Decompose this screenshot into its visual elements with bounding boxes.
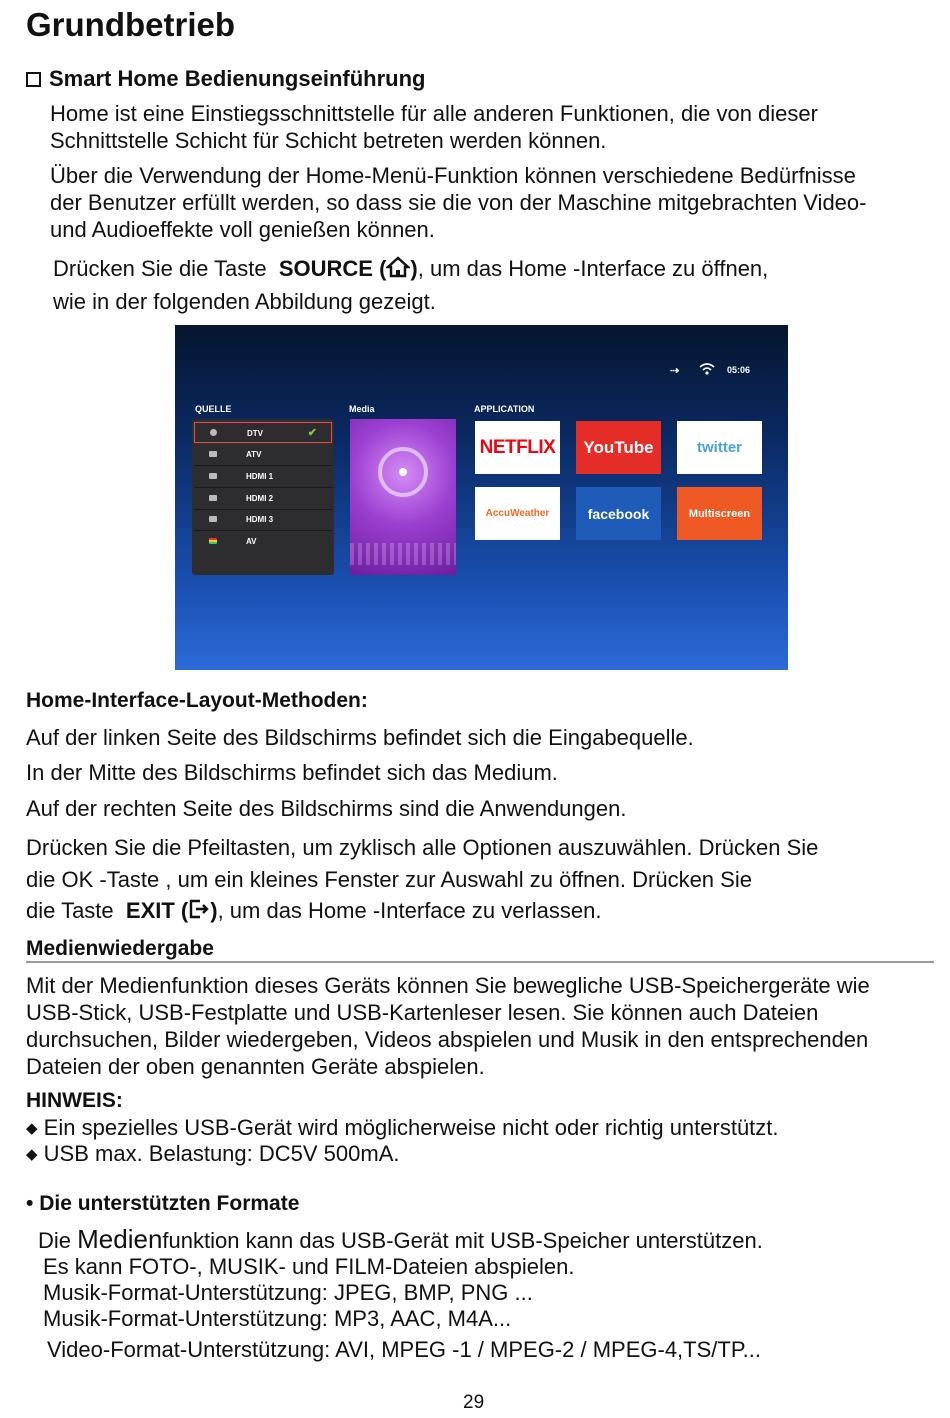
paragraph-line: die OK -Taste , um ein kleines Fenster zur Auswahl zu öffnen. Drücken Sie <box>26 867 752 892</box>
paragraph-line: Auf der rechten Seite des Bildschirms sind die Anwendungen. <box>26 796 627 821</box>
home-icon <box>386 256 410 284</box>
paragraph-line: Dateien der oben genannten Geräte abspielen. <box>26 1054 485 1079</box>
app-tile-youtube[interactable]: YouTube <box>576 421 661 474</box>
source-item-hdmi1[interactable]: HDMI 1 <box>194 466 332 488</box>
usb-icon: ⇢ <box>670 365 680 377</box>
antenna-icon <box>210 429 217 436</box>
paragraph-line: der Benutzer erfüllt werden, so dass sie die von der Maschine mitgebrachten Video- <box>50 190 867 215</box>
source-instruction: Drücken Sie die Taste SOURCE ( ), um das Home -Interface zu öffnen, <box>53 255 768 284</box>
paragraph-line: wie in der folgenden Abbildung gezeigt. <box>53 289 436 314</box>
paragraph-line: USB-Stick, USB-Festplatte und USB-Kartenleser lesen. Sie können auch Dateien <box>26 1000 819 1025</box>
check-icon: ✔ <box>307 427 317 439</box>
app-tile-facebook[interactable]: facebook <box>576 487 661 540</box>
exit-icon <box>188 898 210 926</box>
formats-heading: • Die unterstützten Formate <box>26 1192 300 1215</box>
layout-heading: Home-Interface-Layout-Methoden: <box>26 689 368 712</box>
paragraph-line: Die Medienfunktion kann das USB-Gerät mit USB-Speicher unterstützen. <box>38 1224 763 1254</box>
paragraph-line: Home ist eine Einstiegsschnittstelle für alle anderen Funktionen, die von dieser <box>50 101 818 126</box>
section-heading-smart-home: Smart Home Bedienungseinführung <box>26 66 425 92</box>
exit-instruction: die Taste EXIT ( ), um das Home -Interface zu verlassen. <box>26 897 602 926</box>
paragraph-line: Musik-Format-Unterstützung: JPEG, BMP, PNG ... <box>43 1280 533 1305</box>
paragraph-line: durchsuchen, Bilder wiedergeben, Videos abspielen und Musik in den entsprechenden <box>26 1027 869 1052</box>
hdmi-icon <box>209 516 217 522</box>
source-label: QUELLE <box>195 404 232 414</box>
source-item-dtv[interactable]: DTV ✔ <box>194 422 332 443</box>
source-item-atv[interactable]: ATV <box>194 444 332 466</box>
source-item-hdmi2[interactable]: HDMI 2 <box>194 488 332 510</box>
bullet-icon: • <box>26 1192 34 1215</box>
hdmi-icon <box>209 473 217 479</box>
paragraph-line: und Audioeffekte voll genießen können. <box>50 217 435 242</box>
paragraph-line: In der Mitte des Bildschirms befindet sich das Medium. <box>26 760 558 785</box>
note-item: ◆ Ein spezielles USB-Gerät wird möglicherweise nicht oder richtig unterstützt. <box>26 1115 779 1140</box>
source-item-hdmi3[interactable]: HDMI 3 <box>194 509 332 531</box>
media-label: Media <box>349 404 375 414</box>
diamond-bullet-icon: ◆ <box>26 1120 38 1137</box>
note-item: ◆ USB max. Belastung: DC5V 500mA. <box>26 1141 400 1166</box>
application-label: APPLICATION <box>474 404 535 414</box>
app-tile-accuweather[interactable]: AccuWeather <box>475 487 560 540</box>
atv-icon <box>209 451 217 457</box>
page-number: 29 <box>463 1392 485 1413</box>
source-item-av[interactable]: AV <box>194 531 332 552</box>
paragraph-line: Drücken Sie die Pfeiltasten, um zyklisch alle Optionen auszuwählen. Drücken Sie <box>26 835 819 860</box>
wifi-icon <box>698 362 716 381</box>
app-tile-twitter[interactable]: twitter <box>677 421 762 474</box>
note-heading: HINWEIS: <box>26 1089 123 1112</box>
media-heading: Medienwiedergabe <box>26 937 214 960</box>
checkbox-square-icon <box>26 72 41 87</box>
page-title: Grundbetrieb <box>26 6 236 43</box>
clock-time: 05:06 <box>727 365 751 375</box>
paragraph-line: Es kann FOTO-, MUSIK- und FILM-Dateien abspielen. <box>43 1254 575 1279</box>
paragraph-line: Mit der Medienfunktion dieses Geräts können Sie bewegliche USB-Speichergeräte wie <box>26 973 870 998</box>
paragraph-line: Auf der linken Seite des Bildschirms befindet sich die Eingabequelle. <box>26 725 694 750</box>
film-strip-icon <box>350 543 456 565</box>
av-icon <box>209 538 217 544</box>
disc-icon <box>378 447 428 497</box>
source-list <box>192 419 334 575</box>
media-tile[interactable] <box>350 419 456 575</box>
paragraph-line: Über die Verwendung der Home-Menü-Funktion können verschiedene Bedürfnisse <box>50 163 856 188</box>
app-tile-netflix[interactable]: NETFLIX <box>475 421 560 474</box>
hdmi-icon <box>209 495 217 501</box>
divider <box>26 961 934 963</box>
paragraph-line: Schnittstelle Schicht für Schicht betreten werden können. <box>50 128 607 153</box>
paragraph-line: Musik-Format-Unterstützung: MP3, AAC, M4A... <box>43 1306 512 1331</box>
home-interface-screenshot <box>175 325 788 670</box>
diamond-bullet-icon: ◆ <box>26 1146 38 1163</box>
app-tile-multiscreen[interactable]: Multiscreen <box>677 487 762 540</box>
paragraph-line: Video-Format-Unterstützung: AVI, MPEG -1 / MPEG-2 / MPEG-4,TS/TP... <box>47 1337 762 1362</box>
